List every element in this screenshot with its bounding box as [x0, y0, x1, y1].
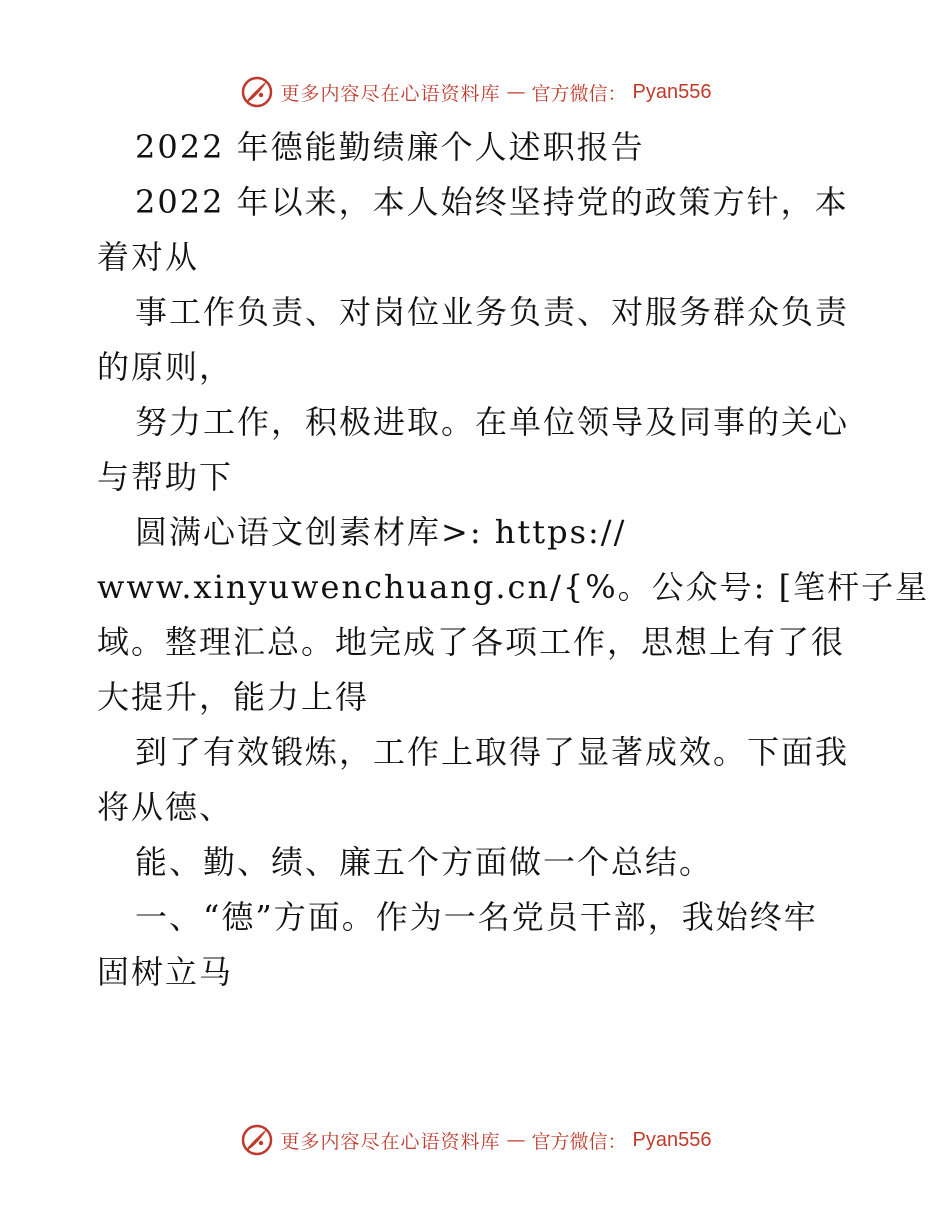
paragraph-line: 将从德、	[97, 788, 234, 826]
watermark-dash: —	[506, 81, 526, 103]
document-title: 2022 年德能勤绩廉个人述职报告	[135, 128, 645, 166]
paragraph-line: 努力工作，积极进取。在单位领导及同事的关心	[135, 403, 850, 441]
paragraph-line: 与帮助下	[97, 458, 234, 496]
footer-watermark	[0, 1120, 950, 1160]
paragraph-line: 大提升，能力上得	[97, 678, 370, 716]
watermark-wechat-id: Pyan556	[632, 1128, 712, 1151]
paragraph-line: 圆满心语文创素材库>: https://	[135, 513, 627, 551]
watermark-wechat-label: 官方微信：	[531, 82, 627, 105]
watermark-dash: —	[506, 1129, 526, 1151]
paragraph-line: 2022 年以来，本人始终坚持党的政策方针，本	[135, 183, 849, 221]
paragraph-line: 能、勤、绩、廉五个方面做一个总结。	[135, 843, 714, 881]
paragraph-line: 的原则，	[97, 348, 234, 386]
watermark-wechat-id: Pyan556	[632, 80, 712, 103]
document-body	[97, 120, 930, 1000]
paragraph-line: www.xinyuwenchuang.cn/{%。公众号: [笔杆子星	[97, 568, 930, 606]
watermark-brand-text: 更多内容尽在心语资料库	[280, 82, 501, 105]
header-watermark	[0, 72, 950, 112]
quill-logo-icon	[239, 1122, 275, 1158]
paragraph-line: 域。整理汇总。地完成了各项工作，思想上有了很	[97, 623, 846, 661]
watermark-wechat-label: 官方微信：	[531, 1130, 627, 1153]
paragraph-line: 着对从	[97, 238, 200, 276]
paragraph-line: 事工作负责、对岗位业务负责、对服务群众负责	[135, 293, 850, 331]
watermark-brand-text: 更多内容尽在心语资料库	[280, 1130, 501, 1153]
quill-logo-icon	[239, 74, 275, 110]
paragraph-line: 固树立马	[97, 953, 234, 991]
section-heading-line: 一、“德”方面。作为一名党员干部，我始终牢	[135, 898, 818, 936]
paragraph-line: 到了有效锻炼，工作上取得了显著成效。下面我	[135, 733, 850, 771]
